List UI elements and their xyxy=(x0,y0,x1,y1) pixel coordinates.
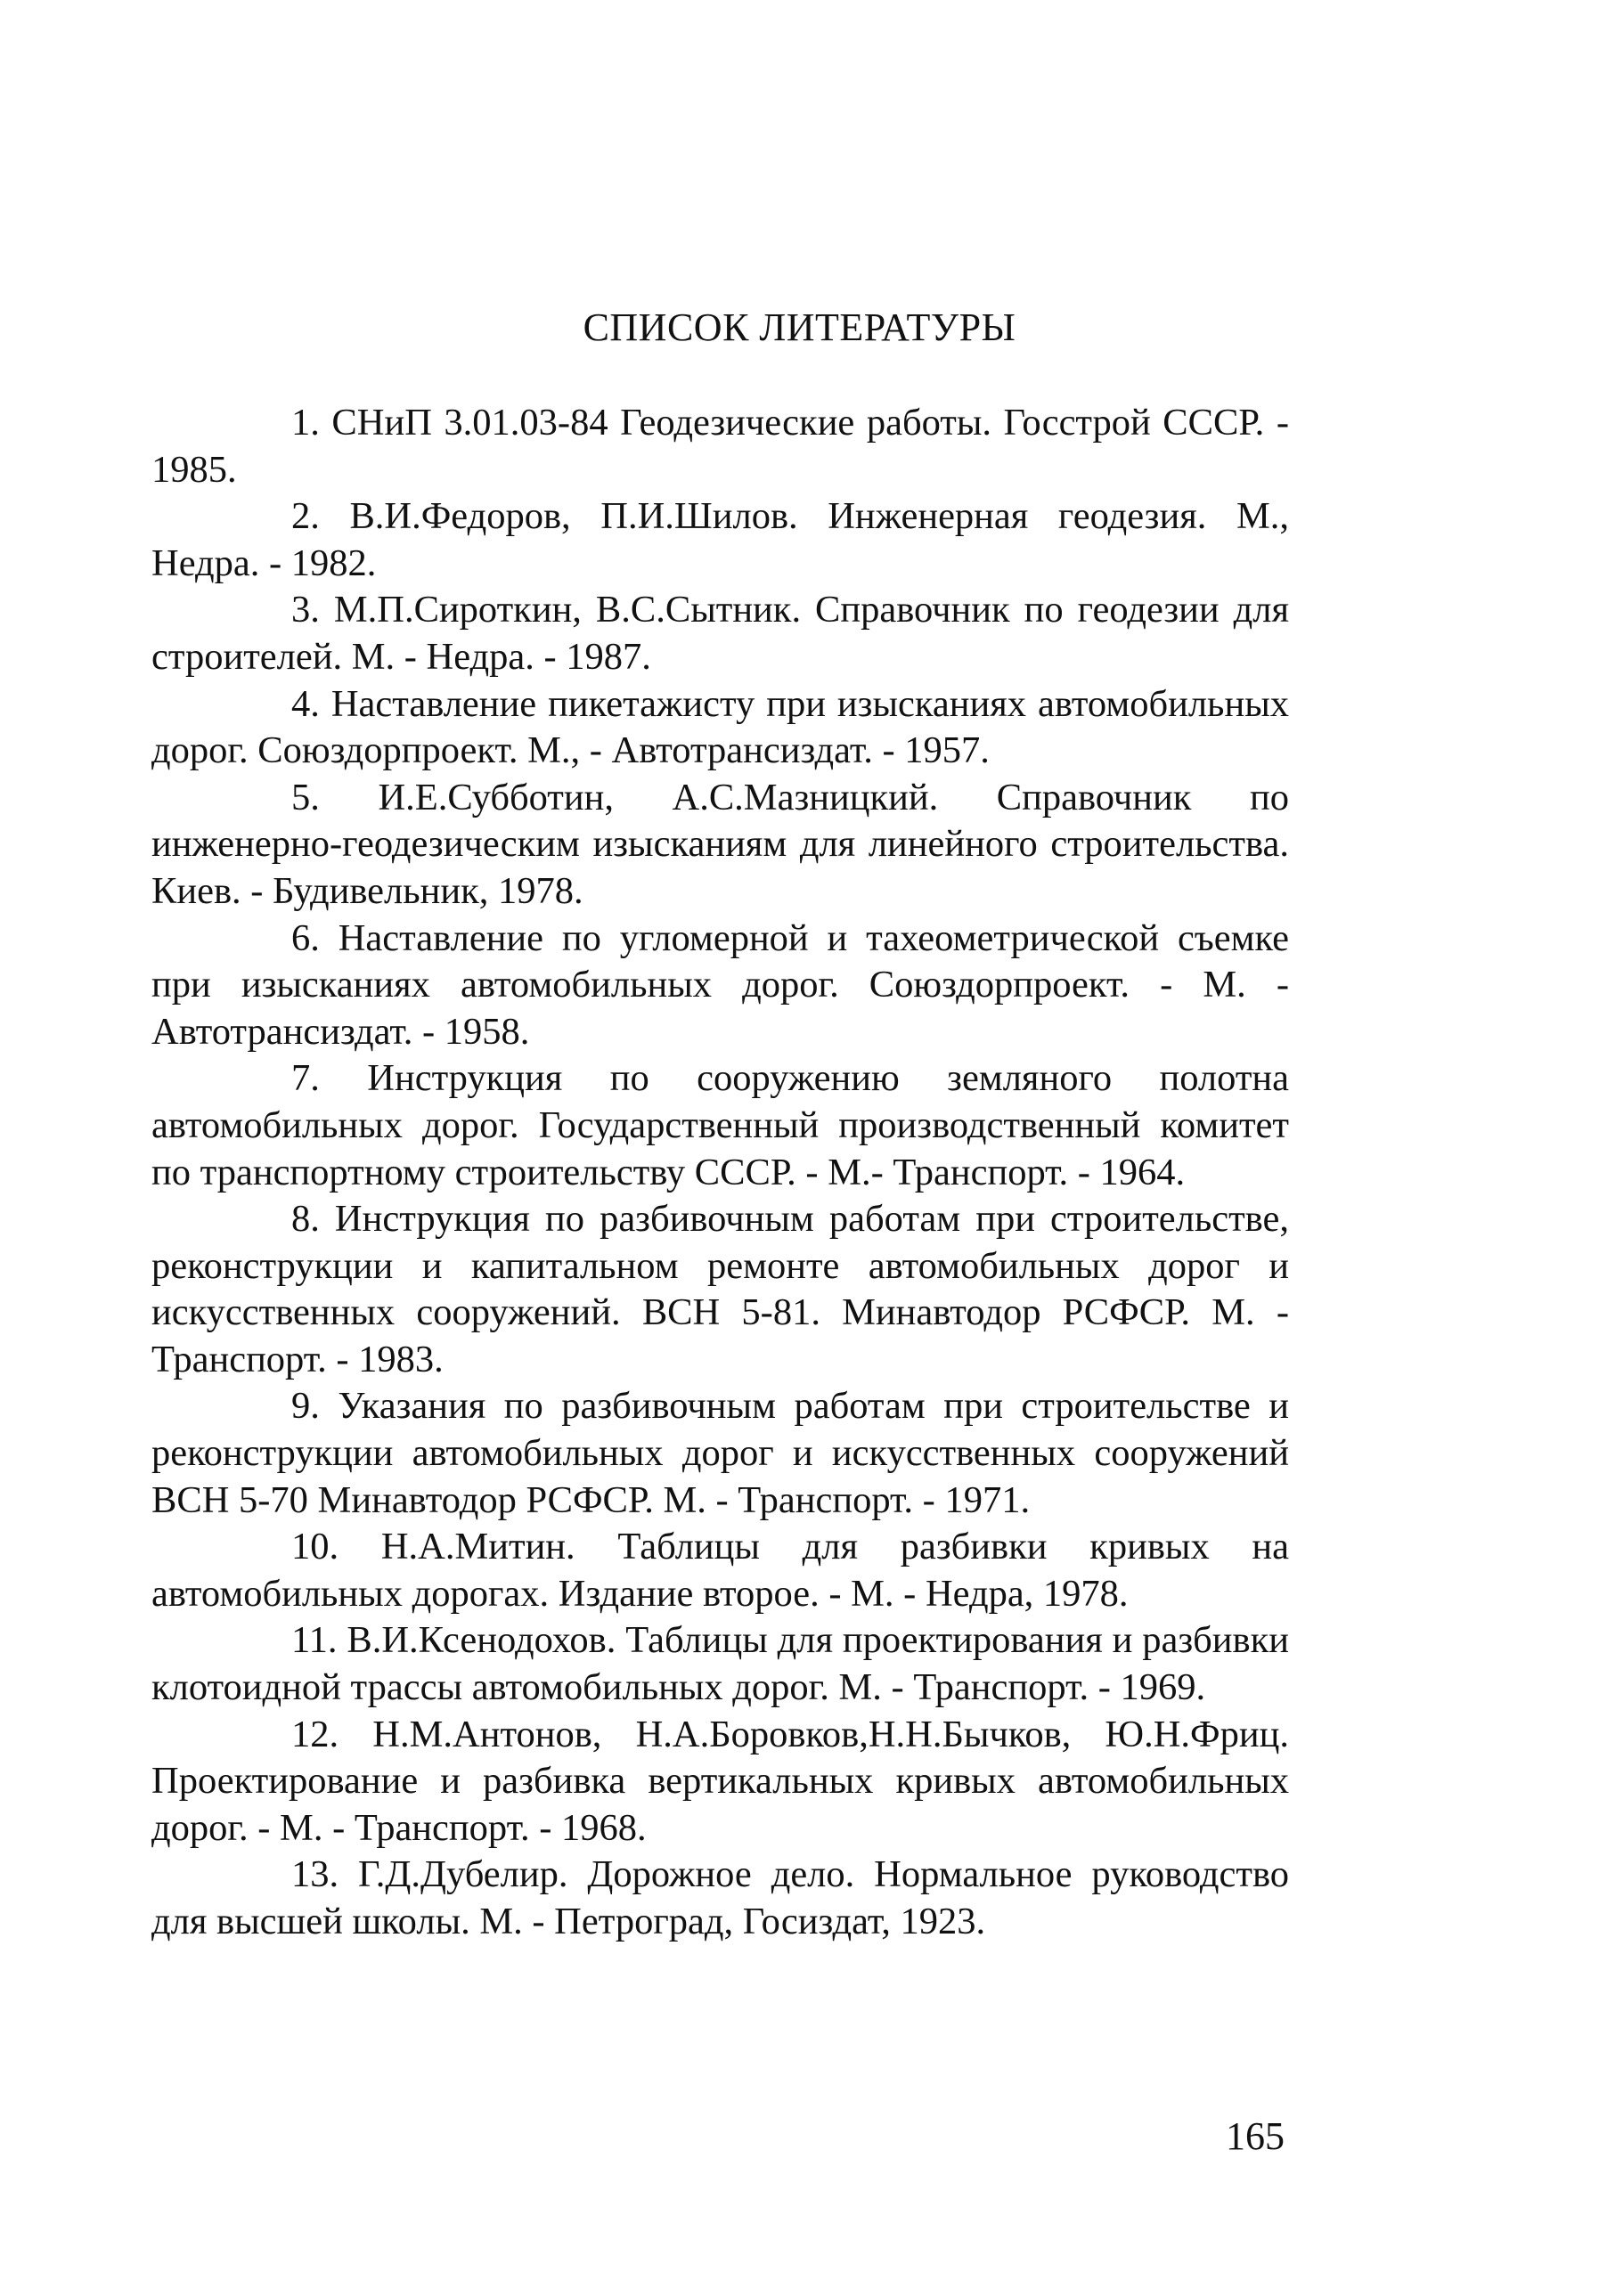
reference-item-8: 8. Инструкция по разбивочным работам при строительстве, реконструкции и капитальном ремонте автомобильных дорог и искусственных сооружений. ВСН 5-81. Минавтодор РСФСР. М. - Транспорт. - 1983. xyxy=(151,1198,1289,1380)
reference-item-6: 6. Наставление по угломерной и тахеометрической съемке при изысканиях автомобильных дорог. Союздорпроект. - М. - Автотрансиздат. - 1958. xyxy=(151,916,1289,1053)
reference-item-5: 5. И.Е.Субботин, А.С.Мазницкий. Справочник по инженерно-геодезическим изысканиям для линейного строительства. Киев. - Будивельник, 1978. xyxy=(151,776,1289,912)
reference-item-11: 11. В.И.Ксенодохов. Таблицы для проектирования и разбивки клотоидной трассы автомобильных дорог. М. - Транспорт. - 1969. xyxy=(151,1619,1289,1709)
reference-item-7: 7. Инструкция по сооружению земляного полотна автомобильных дорог. Государственный производственный комитет по транспортному строительству СССР. - М.- Транспорт. - 1964. xyxy=(151,1057,1289,1193)
reference-list xyxy=(151,400,1289,1946)
reference-item-10: 10. Н.А.Митин. Таблицы для разбивки кривых на автомобильных дорогах. Издание второе. - М. - Недра, 1978. xyxy=(151,1526,1289,1615)
reference-item-13: 13. Г.Д.Дубелир. Дорожное дело. Нормальное руководство для высшей школы. М. - Петроград, Госиздат, 1923. xyxy=(151,1853,1289,1942)
reference-item-4: 4. Наставление пикетажисту при изысканиях автомобильных дорог. Союздорпроект. М., - Автотрансиздат. - 1957. xyxy=(151,682,1289,772)
reference-item-12: 12. Н.М.Антонов, Н.А.Боровков,Н.Н.Бычков, Ю.Н.Фриц. Проектирование и разбивка вертикальных кривых автомобильных дорог. - М. - Транспорт. - 1968. xyxy=(151,1713,1289,1849)
reference-item-2: 2. В.И.Федоров, П.И.Шилов. Инженерная геодезия. М., Недра. - 1982. xyxy=(151,495,1289,584)
page-number: 165 xyxy=(1226,2114,1285,2158)
reference-item-1: 1. СНиП 3.01.03-84 Геодезические работы. Госстрой СССР. - 1985. xyxy=(151,402,1289,491)
page-title: СПИСОК ЛИТЕРАТУРЫ xyxy=(583,305,1016,349)
reference-item-3: 3. М.П.Сироткин, В.С.Сытник. Справочник по геодезии для строителей. М. - Недра. - 1987. xyxy=(151,589,1289,678)
reference-item-9: 9. Указания по разбивочным работам при строительстве и реконструкции автомобильных дорог и искусственных сооружений ВСН 5-70 Минавтодор РСФСР. М. - Транспорт. - 1971. xyxy=(151,1385,1289,1521)
